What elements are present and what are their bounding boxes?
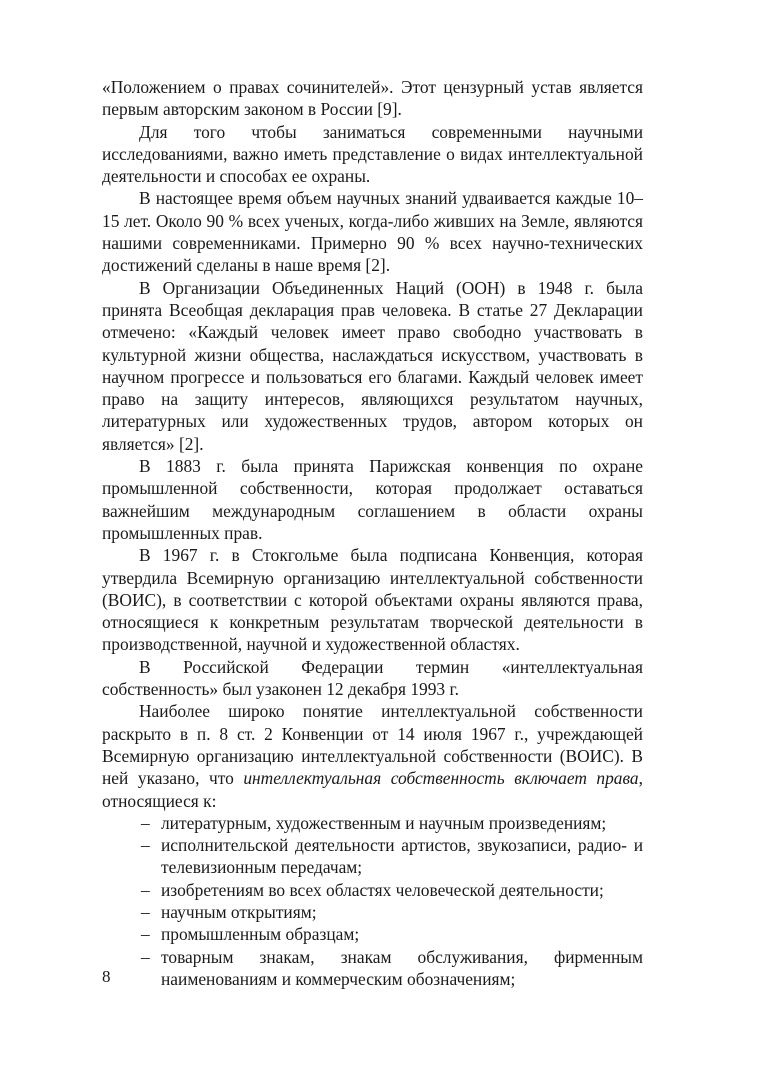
list-dash: – xyxy=(141,946,150,967)
paragraph-russian-federation: В Российской Федерации термин «интеллектуальная собственность» был узаконен 12 декабря 1993 г. xyxy=(102,656,643,700)
list-item xyxy=(102,901,643,923)
ip-rights-list xyxy=(102,812,643,990)
list-dash: – xyxy=(141,812,150,833)
list-item xyxy=(102,923,643,945)
list-item xyxy=(102,879,643,901)
list-item-text: исполнительской деятельности артистов, звукозаписи, радио- и телевизионным передачам; xyxy=(161,835,643,878)
list-item-text: изобретениям во всех областях человеческой деятельности; xyxy=(161,879,604,900)
list-dash: – xyxy=(141,901,150,922)
list-item-text: научным открытиям; xyxy=(161,901,317,922)
list-dash: – xyxy=(141,879,150,900)
list-item-text: товарным знакам, знакам обслуживания, фирменным наименованиям и коммерческим обозначениям; xyxy=(161,946,643,989)
document-page-body xyxy=(102,76,643,990)
paragraph-stockholm-convention: В 1967 г. в Стокгольме была подписана Конвенция, которая утвердила Всемирную организацию интеллектуальной собственности (ВОИС), в соответствии с которой объектами охраны являются права, относящиеся к конкретным результатам творческой деятельности в производственной, научной и художественной областях. xyxy=(102,545,643,655)
paragraph-ip-definition xyxy=(102,700,643,811)
list-item-text: промышленным образцам; xyxy=(161,924,360,945)
list-item xyxy=(102,946,643,991)
paragraph-research-intro: Для того чтобы заниматься современными научными исследованиями, важно иметь представление о видах интеллектуальной деятельности и способах ее охраны. xyxy=(102,121,643,187)
ip-definition-emphasis: интеллектуальная собственность включает права xyxy=(243,768,639,789)
paragraph-un-declaration: В Организации Объединенных Наций (ООН) в 1948 г. была принята Всеобщая декларация прав человека. В статье 27 Декларации отмечено: «Каждый человек имеет право свободно участвовать в культурной жизни общества, наслаждаться искусством, участвовать в научном прогрессе и пользоваться его благами. Каждый человек имеет право на защиту интересов, являющихся результатом научных, литературных или художественных трудов, автором которых он является» [2]. xyxy=(102,277,643,454)
list-item xyxy=(102,812,643,834)
list-item xyxy=(102,834,643,879)
page-number: 8 xyxy=(102,967,111,986)
ip-definition-tail: , относящиеся к: xyxy=(102,768,643,811)
list-dash: – xyxy=(141,924,150,945)
ip-definition-lead: Наиболее широко понятие интеллектуальной собственности раскрыто в п. 8 ст. 2 Конвенции от 14 июля 1967 г., учреждающей Всемирную организацию интеллектуальной собственности (ВОИС). В ней указано, что xyxy=(102,701,643,789)
paragraph-paris-convention: В 1883 г. была принята Парижская конвенция по охране промышленной собственности, которая продолжает оставаться важнейшим международным соглашением в области охраны промышленных прав. xyxy=(102,456,643,543)
paragraph-continuation: «Положением о правах сочинителей». Этот цензурный устав является первым авторским законом в России [9]. xyxy=(102,77,643,120)
list-item-text: литературным, художественным и научным произведениям; xyxy=(161,812,607,833)
list-dash: – xyxy=(141,835,150,856)
paragraph-knowledge-growth: В настоящее время объем научных знаний удваивается каждые 10–15 лет. Около 90 % всех ученых, когда-либо живших на Земле, являются нашими современниками. Примерно 90 % всех научно-технических достижений сделаны в наше время [2]. xyxy=(102,188,643,276)
